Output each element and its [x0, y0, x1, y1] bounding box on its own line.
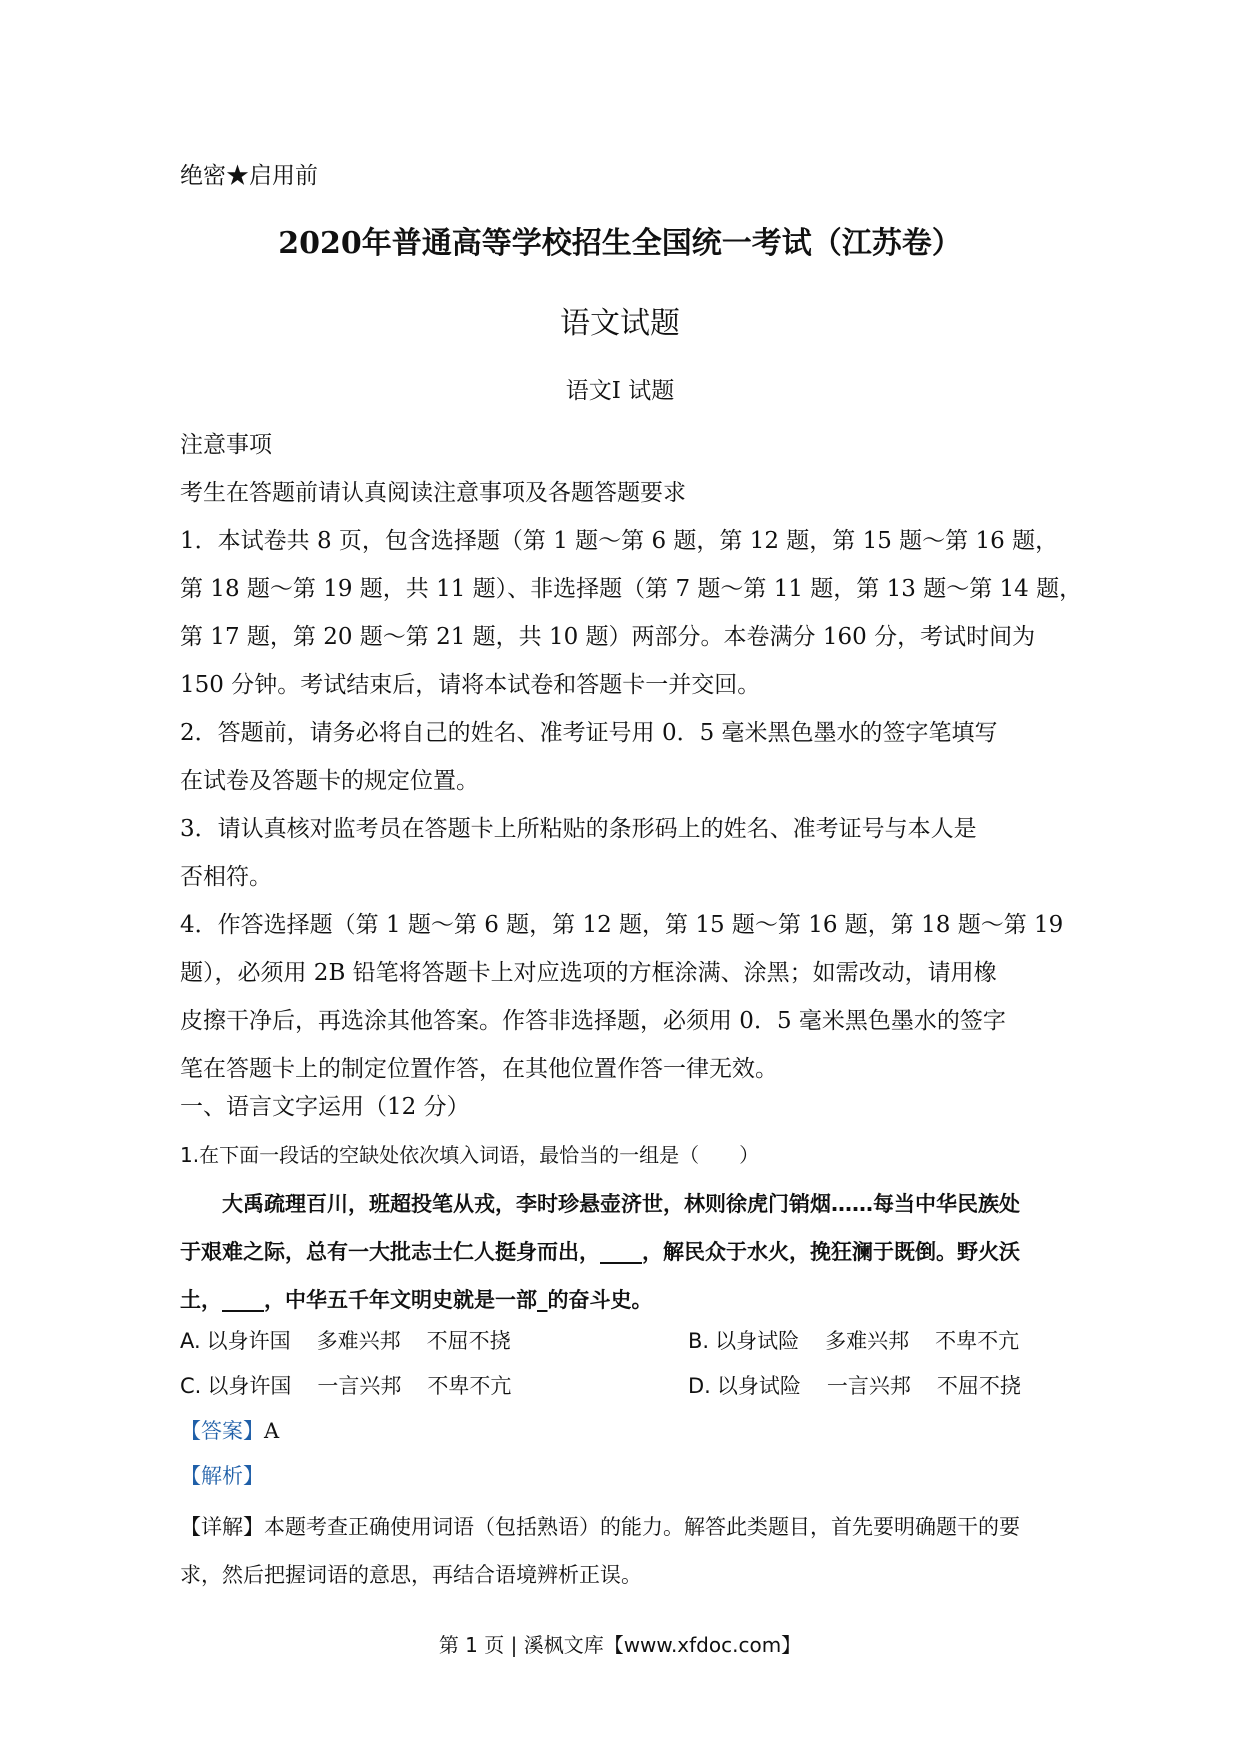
option-word: 以身许国 [207, 1374, 292, 1398]
notes-line: 否相符。 [180, 864, 272, 890]
option-word: 一言兴邦 [317, 1374, 402, 1398]
notes-line: 3．请认真核对监考员在答题卡上所粘贴的条形码上的姓名、准考证号与本人是 [180, 816, 977, 842]
option-a [180, 1325, 511, 1357]
notes-line: 题），必须用 2B 铅笔将答题卡上对应选项的方框涂满、涂黑；如需改动，请用橡 [180, 960, 997, 986]
notes-intro: 考生在答题前请认真阅读注意事项及各题答题要求 [180, 480, 686, 506]
answer-label: 【答案】 [180, 1419, 264, 1443]
notes-line: 4．作答选择题（第 1 题～第 6 题，第 12 题，第 15 题～第 16 题，第 18 题～第 19 [180, 912, 1064, 938]
section-heading: 一、语言文字运用（12 分） [180, 1094, 470, 1120]
option-b [688, 1325, 1019, 1357]
notes-line: 2．答题前，请务必将自己的姓名、准考证号用 0．5 毫米黑色墨水的签字笔填写 [180, 720, 998, 746]
notes-section [180, 421, 1083, 1093]
option-letter: D. [688, 1374, 711, 1398]
option-letter: B. [688, 1329, 710, 1353]
detail-section [180, 1503, 1070, 1599]
answer-value: A [264, 1419, 280, 1443]
option-word: 不屈不挠 [426, 1329, 511, 1353]
answer-line [180, 1415, 279, 1447]
analysis-label: 【解析】 [180, 1464, 264, 1488]
detail-line: 求，然后把握词语的意思，再结合语境辨析正误。 [180, 1563, 642, 1587]
option-c [180, 1370, 511, 1402]
question-stem: 1.在下面一段话的空缺处依次填入词语，最恰当的一组是（ ） [180, 1143, 760, 1167]
option-word: 多难兴邦 [316, 1329, 401, 1353]
notes-line: 第 17 题，第 20 题～第 21 题，共 10 题）两部分。本卷满分 160 分，考试时间为 [180, 624, 1036, 650]
option-letter: A. [180, 1329, 201, 1353]
passage-line: 大禹疏理百川，班超投笔从戎，李时珍悬壶济世，林则徐虎门销烟……每当中华民族处 [222, 1192, 1020, 1216]
analysis-line [180, 1460, 264, 1492]
option-d [688, 1370, 1021, 1402]
detail-line: 本题考查正确使用词语（包括熟语）的能力。解答此类题目，首先要明确题干的要 [264, 1515, 1020, 1539]
option-word: 一言兴邦 [826, 1374, 911, 1398]
notes-line: 皮擦干净后，再选涂其他答案。作答非选择题，必须用 0．5 毫米黑色墨水的签字 [180, 1008, 1006, 1034]
passage-line: 土，____，中华五千年文明史就是一部_的奋斗史。 [180, 1288, 653, 1312]
detail-label: 【详解】 [180, 1515, 264, 1539]
option-word: 以身许国 [206, 1329, 291, 1353]
option-word: 不卑不亢 [427, 1374, 512, 1398]
exam-subtitle: 语文试题 [560, 306, 680, 341]
secret-mark: 绝密★启用前 [180, 163, 318, 189]
page-footer: 第 1 页 | 溪枫文库【www.xfdoc.com】 [438, 1633, 802, 1657]
passage-line: 于艰难之际，总有一大批志士仁人挺身而出，____，解民众于水火，挽狂澜于既倒。野火沃 [180, 1240, 1020, 1264]
notes-line: 1．本试卷共 8 页，包含选择题（第 1 题～第 6 题，第 12 题，第 15 题～第 16 题， [180, 528, 1059, 554]
notes-line: 150 分钟。考试结束后，请将本试卷和答题卡一并交回。 [180, 672, 761, 698]
notes-line: 笔在答题卡上的制定位置作答，在其他位置作答一律无效。 [180, 1056, 778, 1082]
notes-heading: 注意事项 [180, 432, 272, 458]
part-title: 语文Ⅰ 试题 [565, 378, 675, 404]
option-word: 以身试险 [716, 1374, 801, 1398]
notes-line: 在试卷及答题卡的规定位置。 [180, 768, 479, 794]
option-word: 不屈不挠 [936, 1374, 1021, 1398]
question-passage [180, 1180, 1070, 1324]
option-word: 以身试险 [715, 1329, 800, 1353]
option-word: 不卑不亢 [935, 1329, 1020, 1353]
notes-line: 第 18 题～第 19 题，共 11 题）、非选择题（第 7 题～第 11 题，第 13 题～第 14 题， [180, 576, 1083, 602]
option-letter: C. [180, 1374, 202, 1398]
exam-title: 2020年普通高等学校招生全国统一考试（江苏卷） [278, 226, 962, 261]
option-word: 多难兴邦 [825, 1329, 910, 1353]
